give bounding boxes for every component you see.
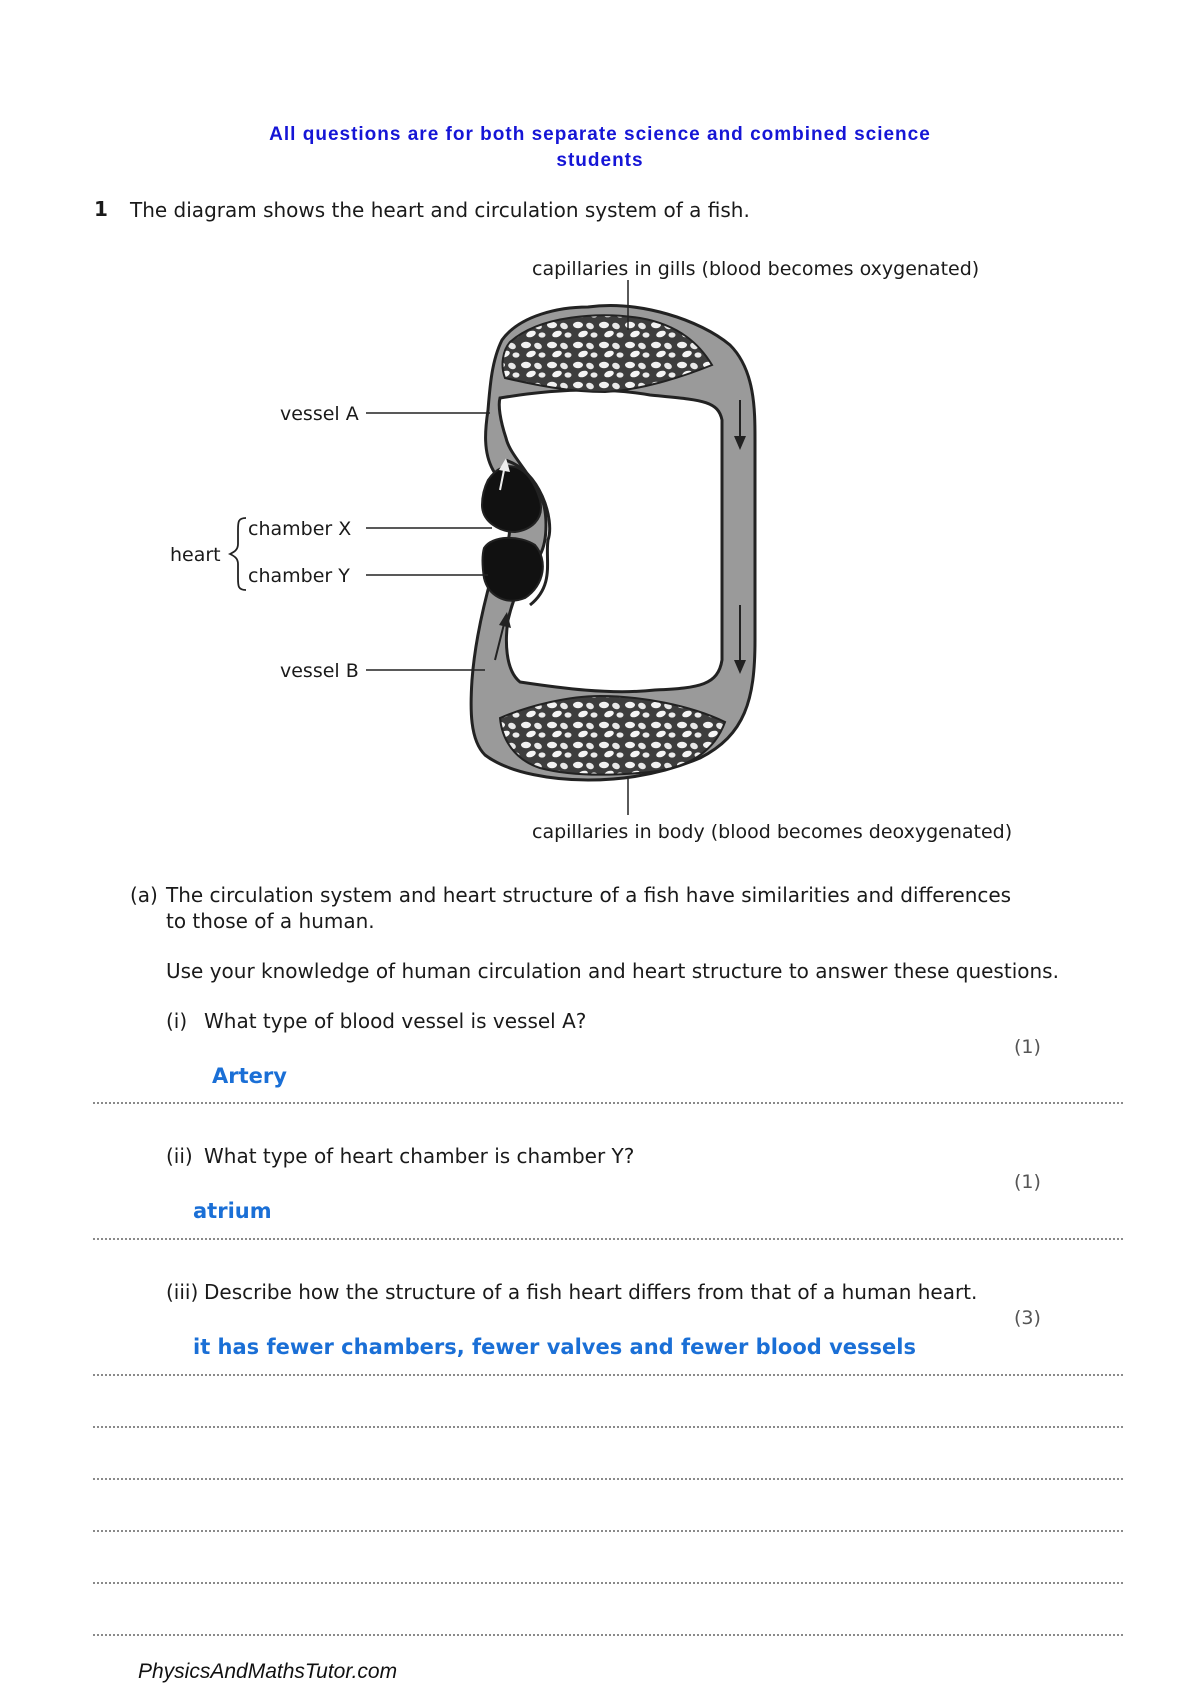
heart-chamber-y <box>483 538 543 601</box>
answer-line <box>93 1634 1123 1636</box>
answer-line <box>93 1582 1123 1584</box>
answer-line <box>93 1426 1123 1428</box>
part-a-text-line-1: The circulation system and heart structure of a fish have similarities and differences <box>166 883 1012 907</box>
part-a-instruction: Use your knowledge of human circulation and heart structure to answer these questions. <box>166 959 1059 983</box>
label-capillaries-body: capillaries in body (blood becomes deoxygenated) <box>532 821 1013 843</box>
footer-brand: PhysicsAndMathsTutor.com <box>138 1660 398 1683</box>
answer-line <box>93 1238 1123 1240</box>
sub-iii-label: (iii) <box>166 1280 199 1304</box>
sub-ii-label: (ii) <box>166 1144 193 1168</box>
sub-iii-marks: (3) <box>1014 1307 1041 1329</box>
header-line-2: students <box>556 150 644 171</box>
answer-line <box>93 1102 1123 1104</box>
part-a-text-line-2: to those of a human. <box>166 909 375 933</box>
answer-line <box>93 1374 1123 1376</box>
sub-ii-marks: (1) <box>1014 1171 1041 1193</box>
part-a-text <box>166 882 1066 934</box>
header-line-1: All questions are for both separate science and combined science <box>269 124 931 145</box>
label-capillaries-gills: capillaries in gills (blood becomes oxygenated) <box>532 258 980 280</box>
label-vessel-a: vessel A <box>280 403 359 425</box>
part-a-label: (a) <box>130 883 158 907</box>
sub-i-answer[interactable]: Artery <box>212 1064 287 1088</box>
label-chamber-y: chamber Y <box>248 565 350 587</box>
sub-iii-answer[interactable]: it has fewer chambers, fewer valves and fewer blood vessels <box>193 1335 916 1359</box>
answer-line <box>93 1478 1123 1480</box>
sub-i-question: What type of blood vessel is vessel A? <box>204 1009 587 1033</box>
sub-i-marks: (1) <box>1014 1036 1041 1058</box>
answer-line <box>93 1530 1123 1532</box>
sub-ii-question: What type of heart chamber is chamber Y? <box>204 1144 635 1168</box>
label-heart: heart <box>170 544 221 566</box>
sub-i-label: (i) <box>166 1009 188 1033</box>
heart-brace <box>230 518 246 590</box>
question-number: 1 <box>94 197 108 221</box>
label-chamber-x: chamber X <box>248 518 352 540</box>
sub-iii-question: Describe how the structure of a fish heart differs from that of a human heart. <box>204 1280 978 1304</box>
label-vessel-b: vessel B <box>280 660 359 682</box>
question-intro: The diagram shows the heart and circulation system of a fish. <box>130 198 750 222</box>
sub-ii-answer[interactable]: atrium <box>193 1199 272 1223</box>
